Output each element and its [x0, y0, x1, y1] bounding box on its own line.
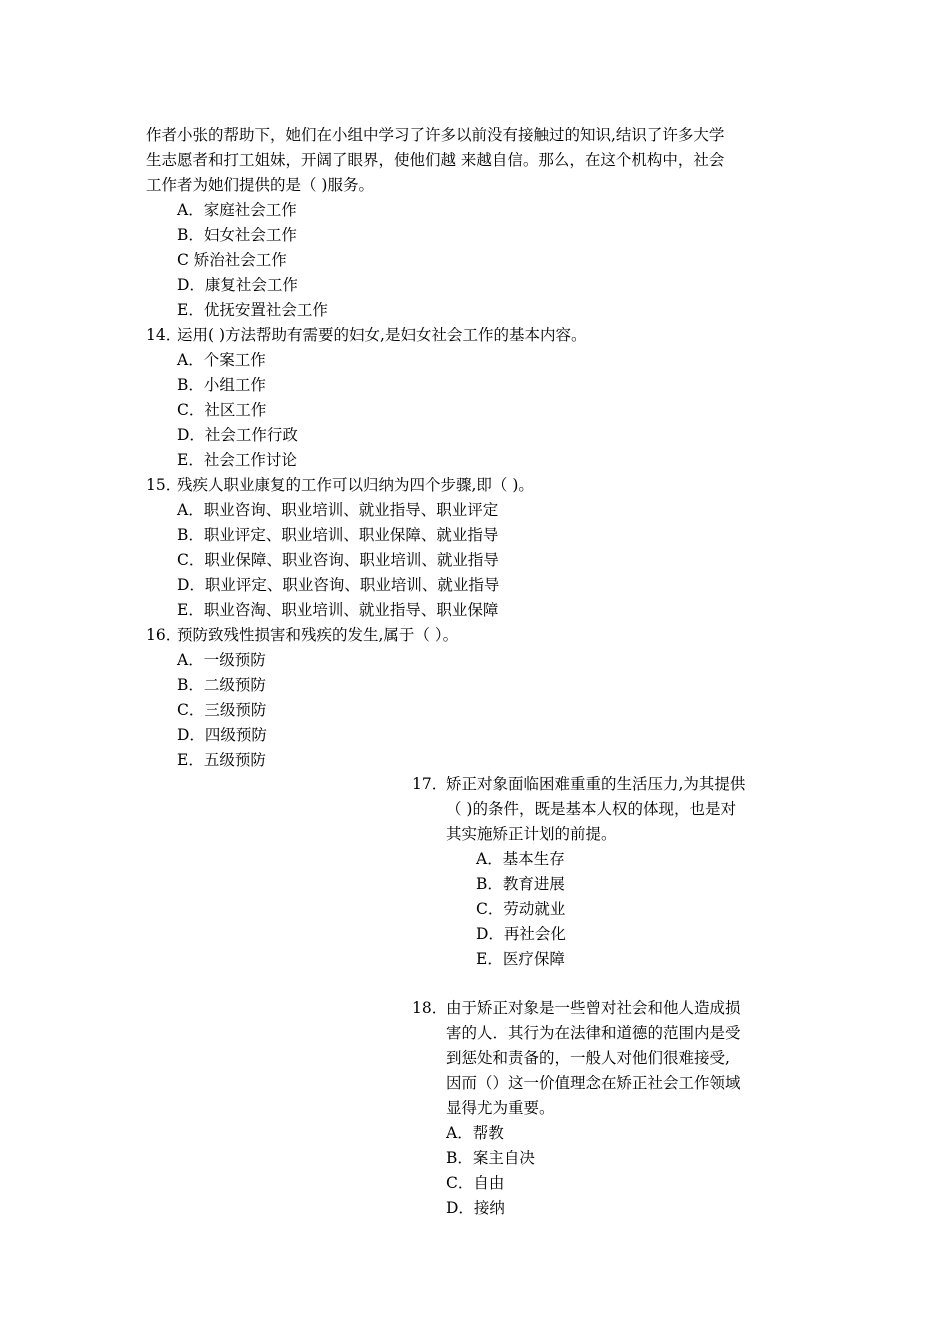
question-15-option: E．职业咨淘、职业培训、就业指导、职业保障 — [177, 601, 499, 619]
question-16 — [146, 623, 458, 648]
question-15-option: B．职业评定、职业培训、职业保障、就业指导 — [177, 526, 499, 544]
question-13-text-line: 作者小张的帮助下，她们在小组中学习了许多以前没有接触过的知识,结识了许多大学 — [146, 126, 725, 144]
question-17-option: A．基本生存 — [476, 850, 565, 868]
question-text-line: 由于矫正对象是一些曾对社会和他人造成损 — [446, 999, 741, 1017]
question-17-text-line: （ )的条件，既是基本人权的体现，也是对 — [446, 800, 736, 818]
question-14-option: E．社会工作讨论 — [177, 451, 297, 469]
question-16-option: C．三级预防 — [177, 701, 267, 719]
question-text: 运用( )方法帮助有需要的妇女,是妇女社会工作的基本内容。 — [177, 326, 587, 344]
question-15 — [146, 473, 534, 498]
question-number: 15． — [146, 476, 182, 494]
question-number: 18． — [412, 999, 448, 1017]
question-16-option: D．四级预防 — [177, 726, 267, 744]
question-15-option: A．职业咨询、职业培训、就业指导、职业评定 — [177, 501, 499, 519]
question-15-option: C．职业保障、职业咨询、职业培训、就业指导 — [177, 551, 499, 569]
question-13-option: A．家庭社会工作 — [177, 201, 297, 219]
question-16-option: B．二级预防 — [177, 676, 266, 694]
question-18-option: D．接纳 — [446, 1199, 505, 1217]
question-14 — [146, 323, 586, 348]
question-13-option: E．优抚安置社会工作 — [177, 301, 328, 319]
question-17-option: C．劳动就业 — [476, 900, 566, 918]
question-18-option: B．案主自决 — [446, 1149, 535, 1167]
question-14-option: D．社会工作行政 — [177, 426, 298, 444]
question-16-option: E．五级预防 — [177, 751, 266, 769]
question-18-text-line: 害的人．其行为在法律和道德的范围内是受 — [446, 1024, 741, 1042]
question-17-option: B．教育进展 — [476, 875, 565, 893]
question-13-option: D．康复社会工作 — [177, 276, 298, 294]
question-text: 残疾人职业康复的工作可以归纳为四个步骤,即（ )。 — [177, 476, 534, 494]
question-13-option: B．妇女社会工作 — [177, 226, 297, 244]
question-18 — [412, 996, 741, 1021]
question-13-text-line: 工作者为她们提供的是（ )服务。 — [146, 176, 374, 194]
question-14-option: A．个案工作 — [177, 351, 266, 369]
question-14-option: C．社区工作 — [177, 401, 267, 419]
question-13-option: C 矫治社会工作 — [177, 251, 287, 269]
question-17-option: E．医疗保障 — [476, 950, 565, 968]
question-18-text-line: 显得尤为重要。 — [446, 1099, 555, 1117]
question-18-option: A．帮教 — [446, 1124, 504, 1142]
question-13-text-line: 生志愿者和打工姐妹，开阔了眼界，使他们越 来越自信。那么，在这个机构中，社会 — [146, 151, 725, 169]
question-18-text-line: 因而（）这一价值理念在矫正社会工作领域 — [446, 1074, 741, 1092]
question-18-option: C．自由 — [446, 1174, 505, 1192]
question-text-line: 矫正对象面临困难重重的生活压力,为其提供 — [446, 775, 746, 793]
question-15-option: D．职业评定、职业咨询、职业培训、就业指导 — [177, 576, 500, 594]
question-16-option: A．一级预防 — [177, 651, 266, 669]
question-17-option: D．再社会化 — [476, 925, 566, 943]
question-18-text-line: 到惩处和责备的，一般人对他们很难接受, — [446, 1049, 730, 1067]
question-number: 16． — [146, 626, 182, 644]
question-14-option: B．小组工作 — [177, 376, 266, 394]
question-17-text-line: 其实施矫正计划的前提。 — [446, 825, 617, 843]
question-text: 预防致残性损害和残疾的发生,属于（ ）。 — [177, 626, 459, 644]
question-number: 14． — [146, 326, 182, 344]
question-number: 17． — [412, 775, 448, 793]
question-17 — [412, 772, 745, 797]
